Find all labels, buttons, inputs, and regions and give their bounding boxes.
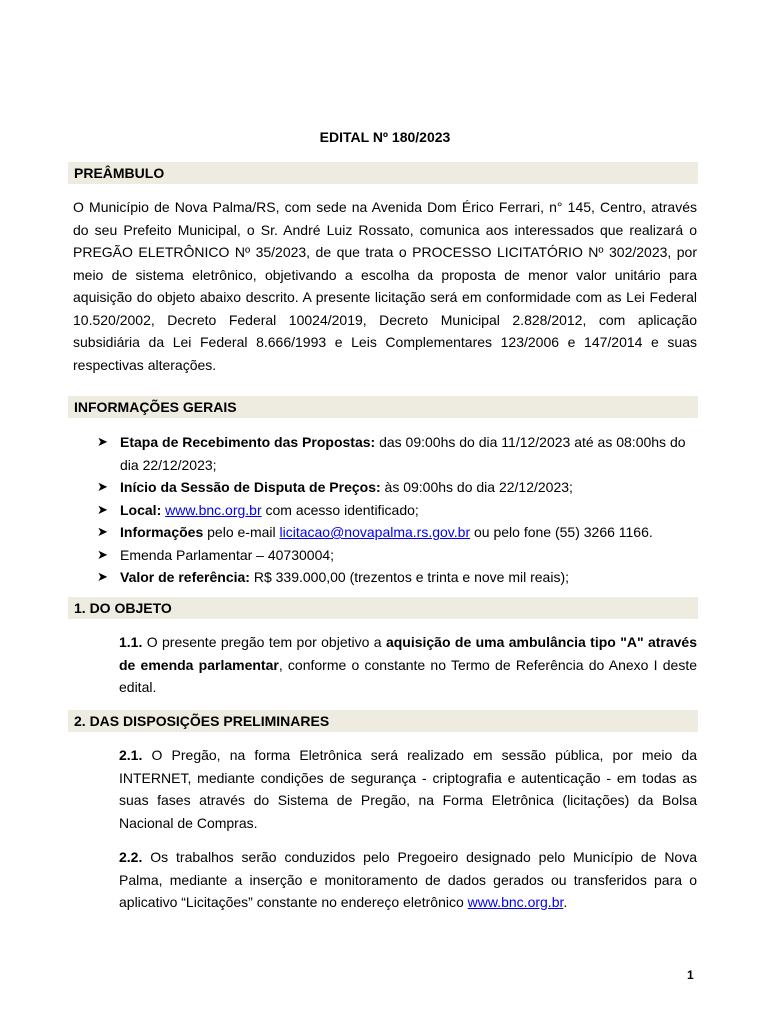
list-item: ➤ Valor de referência: R$ 339.000,00 (trezentos e trinta e nove mil reais);: [95, 566, 700, 589]
page-number: 1: [687, 968, 694, 982]
arrow-bullet-icon: ➤: [97, 501, 108, 517]
section-heading-objeto: 1. DO OBJETO: [68, 597, 698, 619]
bnc-website-link[interactable]: www.bnc.org.br: [467, 894, 564, 910]
arrow-bullet-icon: ➤: [97, 479, 108, 494]
arrow-bullet-icon: ➤: [97, 434, 108, 449]
bnc-website-link[interactable]: www.bnc.org.br: [165, 501, 262, 518]
document-title: EDITAL Nº 180/2023: [319, 129, 451, 145]
objeto-paragraph: 1.1. O presente pregão tem por objetivo a aquisição de uma ambulância tipo "A" através de emenda parlamentar, conforme o constante no Termo de Referência do Anexo I deste edital.: [119, 634, 698, 695]
list-item: ➤ Local: www.bnc.org.br com acesso identificado;: [95, 499, 700, 522]
disposicoes-paragraph-2-2: 2.2. Os trabalhos serão conduzidos pelo Pregoeiro designado pelo Município de Nova Palma, mediante a inserção e monitoramento de dados gerados ou transferidos para o aplicativo “Licitações” constante no endereço eletrônico www.bnc.org.br.: [119, 849, 697, 910]
arrow-bullet-icon: ➤: [97, 546, 108, 562]
list-item: ➤ Emenda Parlamentar – 40730004;: [95, 544, 700, 567]
section-heading-informacoes-gerais: INFORMAÇÕES GERAIS: [68, 396, 698, 418]
list-item: ➤ Início da Sessão de Disputa de Preços: às 09:00hs do dia 22/12/2023;: [95, 476, 700, 499]
arrow-bullet-icon: ➤: [97, 524, 108, 539]
list-item: ➤ Informações pelo e-mail licitacao@novapalma.rs.gov.br ou pelo fone (55) 3266 1166.: [95, 521, 700, 544]
disposicoes-paragraph-2-1: 2.1. O Pregão, na forma Eletrônica será realizado em sessão pública, por meio da INTERNET, mediante condições de segurança - criptografia e autenticação - em todas as suas fases através do Sistema de Pregão, na Forma Eletrônica (licitações) da Bolsa Nacional de Compras.: [119, 747, 697, 831]
arrow-bullet-icon: ➤: [97, 569, 108, 584]
section-heading-preambulo: PREÂMBULO: [68, 162, 698, 184]
preambulo-text: O Município de Nova Palma/RS, com sede na Avenida Dom Érico Ferrari, n° 145, Centro, através do seu Prefeito Municipal, o Sr. André Luiz Rossato, comunica aos interessados que realizará o PREGÃO ELETRÔNICO Nº 35/2023, de que trata o PROCESSO LICITATÓRIO Nº 302/2023, por meio de sistema eletrônico, objetivando a escolha da proposta de menor valor unitário para aquisição do objeto abaixo descrito. A presente licitação será em conformidade com as Lei Federal 10.520/2002, Decreto Federal 10024/2019, Decreto Municipal 2.828/2012, com aplicação subsidiária da Lei Federal 8.666/1993 e Leis Complementares 123/2006 e 147/2014 e suas respectivas alterações.: [73, 199, 697, 373]
list-item: ➤ Etapa de Recebimento das Propostas: das 09:00hs do dia 11/12/2023 até as 08:00hs do dia 22/12/2023;: [95, 431, 700, 476]
email-link[interactable]: licitacao@novapalma.rs.gov.br: [279, 524, 471, 540]
informacoes-list: [95, 431, 700, 589]
section-heading-disposicoes: 2. DAS DISPOSIÇÕES PRELIMINARES: [68, 710, 698, 732]
